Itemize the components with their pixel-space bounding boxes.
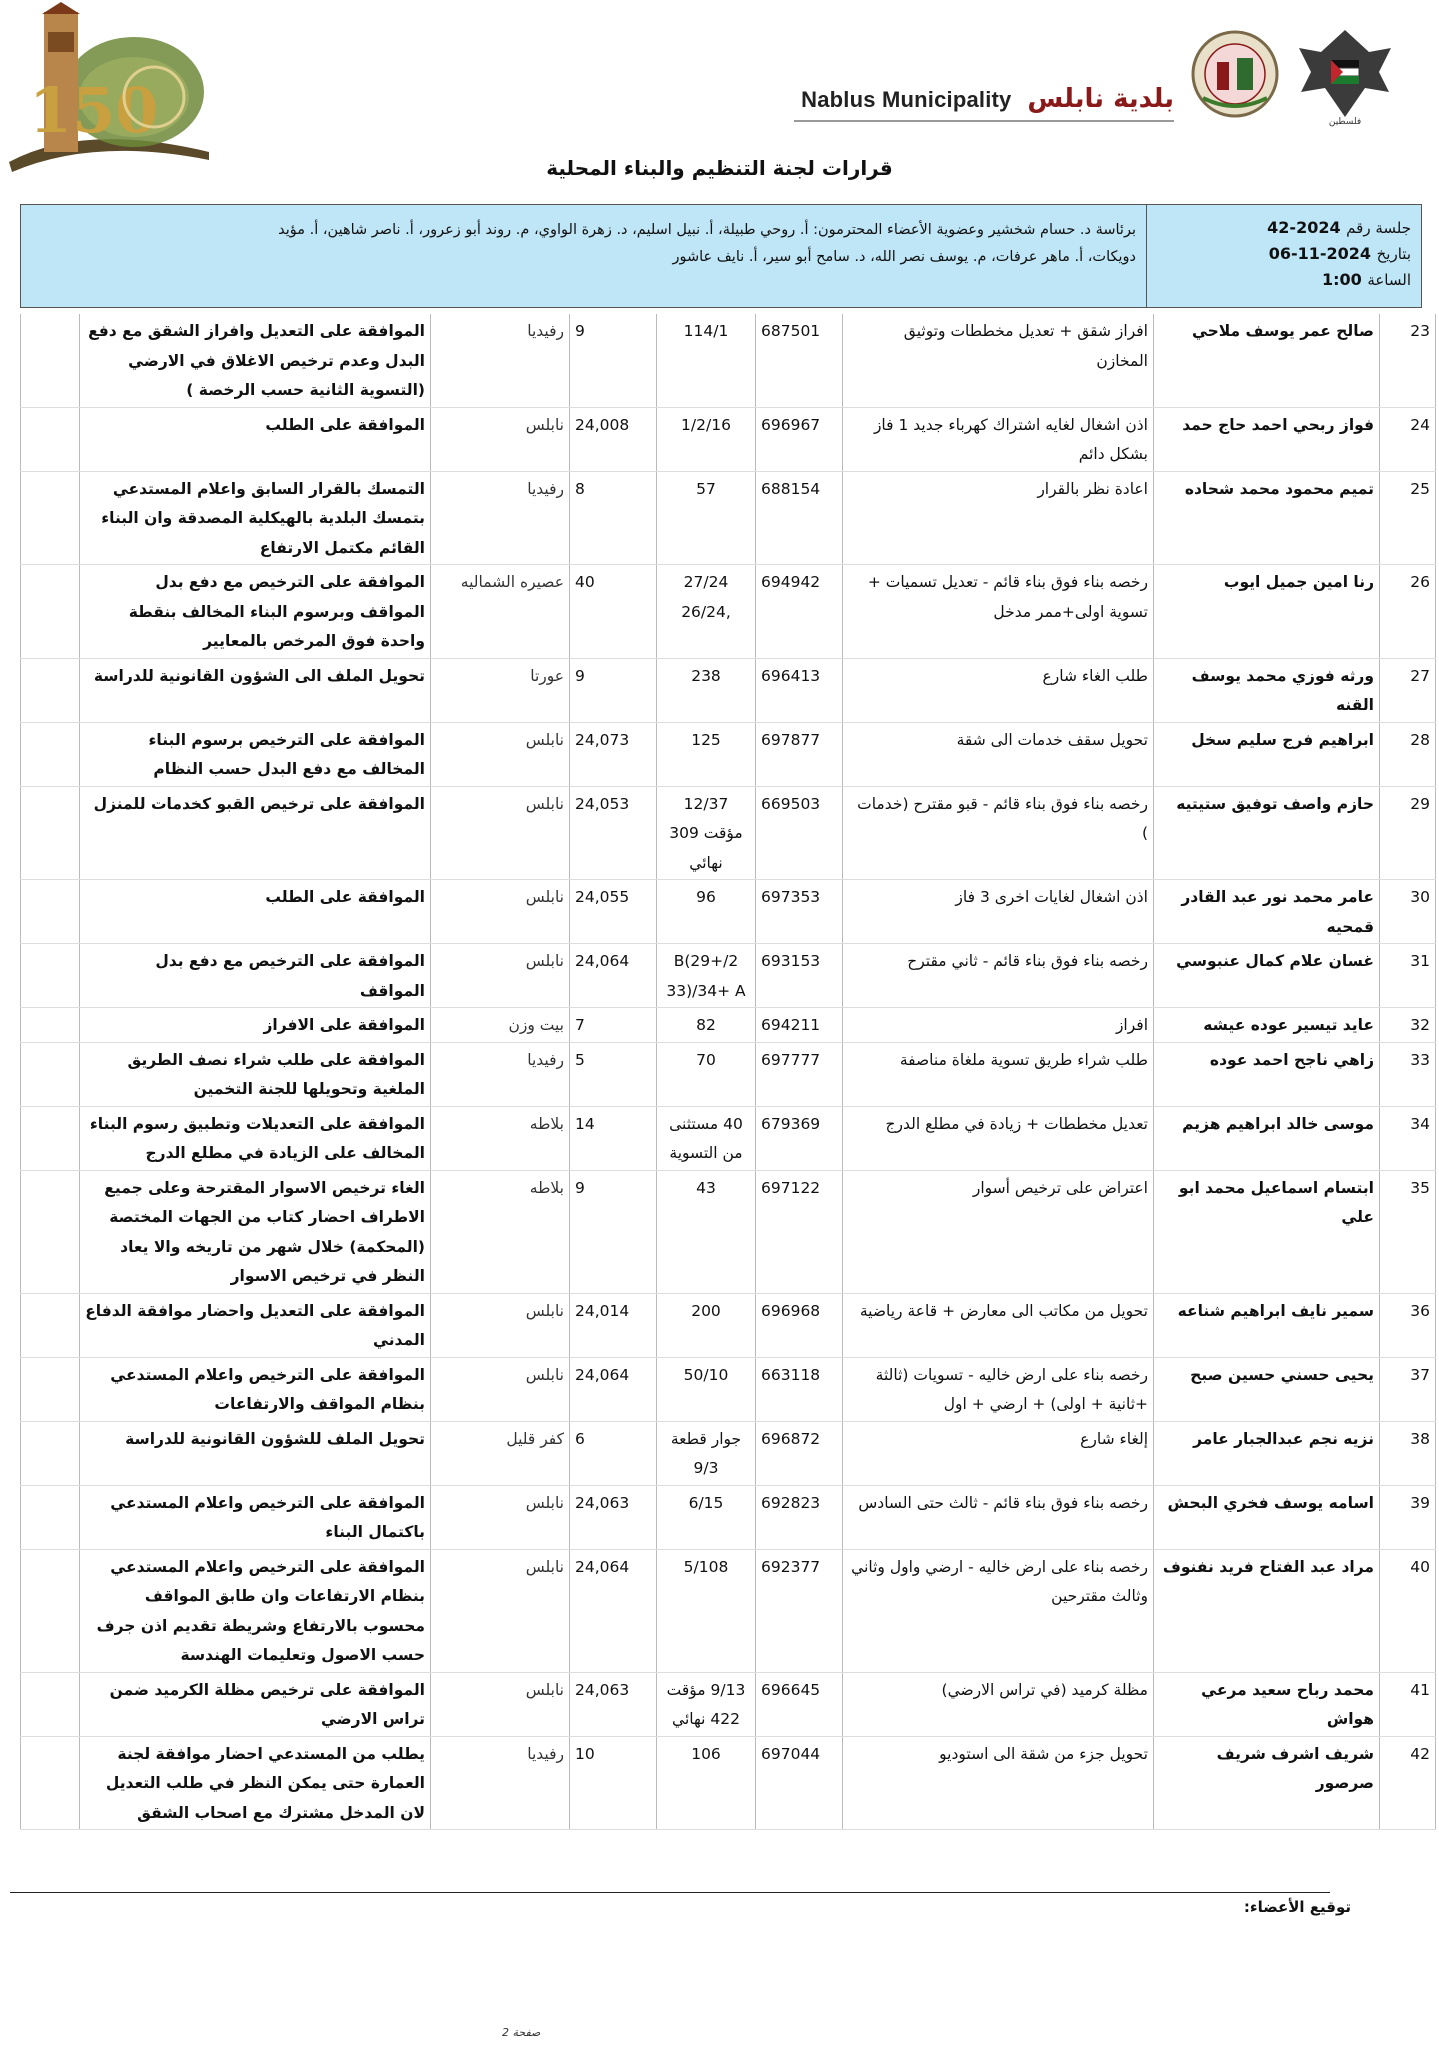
request-number: 697777 xyxy=(756,1042,843,1106)
basin-number: 24,055 xyxy=(570,880,657,944)
area-name: بيت وزن xyxy=(431,1008,570,1043)
brand-name xyxy=(801,84,1174,114)
request-subject: رخصه بناء فوق بناء قائم - ثاني مقترح xyxy=(843,944,1154,1008)
request-subject: مظلة كرميد (في تراس الارضي) xyxy=(843,1672,1154,1736)
request-number: 696967 xyxy=(756,407,843,471)
notes-cell xyxy=(21,1736,80,1830)
area-name: بلاطه xyxy=(431,1106,570,1170)
notes-cell xyxy=(21,722,80,786)
applicant-name: تميم محمود محمد شحاده xyxy=(1154,471,1380,565)
notes-cell xyxy=(21,1293,80,1357)
applicant-name: يحيى حسني حسين صبح xyxy=(1154,1357,1380,1421)
table-row xyxy=(21,1485,1436,1549)
request-subject: رخصه بناء على ارض خاليه - ارضي واول وثاني وثالث مقترحين xyxy=(843,1549,1154,1672)
basin-number: 24,063 xyxy=(570,1672,657,1736)
request-number: 692823 xyxy=(756,1485,843,1549)
request-number: 696872 xyxy=(756,1421,843,1485)
applicant-name: سمير نايف ابراهيم شناعه xyxy=(1154,1293,1380,1357)
session-date-label: بتاريخ xyxy=(1376,245,1411,263)
request-number: 663118 xyxy=(756,1357,843,1421)
row-number: 31 xyxy=(1380,944,1436,1008)
session-details xyxy=(1146,205,1421,307)
request-subject: رخصه بناء فوق بناء قائم - ثالث حتى السادس xyxy=(843,1485,1154,1549)
table-row xyxy=(21,658,1436,722)
row-number: 41 xyxy=(1380,1672,1436,1736)
applicant-name: زاهي ناجح احمد عوده xyxy=(1154,1042,1380,1106)
row-number: 34 xyxy=(1380,1106,1436,1170)
notes-cell xyxy=(21,471,80,565)
request-subject: اذن اشغال لغايه اشتراك كهرباء جديد 1 فاز بشكل دائم xyxy=(843,407,1154,471)
applicant-name: شريف اشرف شريف صرصور xyxy=(1154,1736,1380,1830)
table-row xyxy=(21,1357,1436,1421)
request-number: 694211 xyxy=(756,1008,843,1043)
notes-cell xyxy=(21,1421,80,1485)
parcel-number: 50/10 xyxy=(657,1357,756,1421)
parcel-number: 200 xyxy=(657,1293,756,1357)
request-subject: رخصه بناء على ارض خاليه - تسويات (ثالثة +ثانية + اولى) + ارضي + اول xyxy=(843,1357,1154,1421)
row-number: 36 xyxy=(1380,1293,1436,1357)
committee-decision: تحويل الملف الى الشؤون القانونية للدراسة xyxy=(80,658,431,722)
nablus-150-anniversary-logo xyxy=(4,2,214,177)
committee-decision: الموافقة على الترخيص مع دفع بدل المواقف xyxy=(80,944,431,1008)
parcel-number: 70 xyxy=(657,1042,756,1106)
applicant-name: غسان علام كمال عنبوسي xyxy=(1154,944,1380,1008)
committee-members xyxy=(36,217,1136,271)
parcel-number: 5/108 xyxy=(657,1549,756,1672)
row-number: 35 xyxy=(1380,1170,1436,1293)
parcel-number: 238 xyxy=(657,658,756,722)
members-line-2: دويكات، أ. ماهر عرفات، م. يوسف نصر الله، د. سامح أبو سير، أ. نايف عاشور xyxy=(672,249,1136,265)
row-number: 33 xyxy=(1380,1042,1436,1106)
committee-decision: الموافقة على الطلب xyxy=(80,407,431,471)
basin-number: 9 xyxy=(570,1170,657,1293)
brand-name-ar: بلدية نابلس xyxy=(1027,84,1174,114)
nablus-seal-icon xyxy=(1189,28,1281,123)
notes-cell xyxy=(21,1549,80,1672)
area-name: رفيديا xyxy=(431,471,570,565)
session-number-line xyxy=(1147,215,1411,241)
parcel-number: 9/13 مؤقت 422 نهائي xyxy=(657,1672,756,1736)
committee-decision: الموافقة على الترخيص مع دفع بدل المواقف وبرسوم البناء المخالف بنقطة واحدة فوق المرخص بالمعايير xyxy=(80,565,431,659)
row-number: 27 xyxy=(1380,658,1436,722)
request-number: 697877 xyxy=(756,722,843,786)
request-subject: اعتراض على ترخيص أسوار xyxy=(843,1170,1154,1293)
palestine-emblem-icon xyxy=(1291,22,1399,127)
notes-cell xyxy=(21,1170,80,1293)
basin-number: 8 xyxy=(570,471,657,565)
committee-decision: الموافقة على الترخيص واعلام المستدعي بنظام الارتفاعات وان طابق المواقف محسوب بالارتفاع وشريطة تقديم اذن جرف حسب الاصول وتعليمات الهندسة xyxy=(80,1549,431,1672)
session-number: 2024-42 xyxy=(1267,218,1341,237)
notes-cell xyxy=(21,658,80,722)
row-number: 24 xyxy=(1380,407,1436,471)
area-name: نابلس xyxy=(431,786,570,880)
basin-number: 24,064 xyxy=(570,1357,657,1421)
row-number: 42 xyxy=(1380,1736,1436,1830)
committee-decision: يطلب من المستدعي احضار موافقة لجنة العمارة حتى يمكن النظر في طلب التعديل لان المدخل مشترك مع اصحاب الشقق xyxy=(80,1736,431,1830)
parcel-number: 1/2/16 xyxy=(657,407,756,471)
request-subject: تحويل سقف خدمات الى شقة xyxy=(843,722,1154,786)
row-number: 25 xyxy=(1380,471,1436,565)
committee-decision: الموافقة على الترخيص واعلام المستدعي بنظام المواقف والارتفاعات xyxy=(80,1357,431,1421)
parcel-number: 57 xyxy=(657,471,756,565)
area-name: نابلس xyxy=(431,1672,570,1736)
request-subject: اعادة نظر بالقرار xyxy=(843,471,1154,565)
request-subject: تعديل مخططات + زيادة في مطلع الدرج xyxy=(843,1106,1154,1170)
area-name: بلاطه xyxy=(431,1170,570,1293)
page-number: صفحة 2 xyxy=(502,2026,541,2039)
committee-decision: الموافقة على الطلب xyxy=(80,880,431,944)
basin-number: 24,053 xyxy=(570,786,657,880)
parcel-number: 82 xyxy=(657,1008,756,1043)
basin-number: 10 xyxy=(570,1736,657,1830)
area-name: نابلس xyxy=(431,1293,570,1357)
committee-decision: الموافقة على التعديل واحضار موافقة الدفاع المدني xyxy=(80,1293,431,1357)
basin-number: 24,008 xyxy=(570,407,657,471)
committee-decision: الموافقة على ترخيص القبو كخدمات للمنزل xyxy=(80,786,431,880)
parcel-number: 12/37 مؤقت 309 نهائي xyxy=(657,786,756,880)
applicant-name: ابراهيم فرج سليم سخل xyxy=(1154,722,1380,786)
basin-number: 24,014 xyxy=(570,1293,657,1357)
parcel-number: 27/24 ,26/24 xyxy=(657,565,756,659)
parcel-number: 96 xyxy=(657,880,756,944)
parcel-number: 114/1 xyxy=(657,314,756,407)
members-signature-label: توقيع الأعضاء: xyxy=(1243,1898,1351,1916)
area-name: رفيديا xyxy=(431,1042,570,1106)
area-name: عصيره الشماليه xyxy=(431,565,570,659)
applicant-name: ابتسام اسماعيل محمد ابو علي xyxy=(1154,1170,1380,1293)
notes-cell xyxy=(21,1106,80,1170)
basin-number: 6 xyxy=(570,1421,657,1485)
committee-decision: الموافقة على التعديل وافراز الشقق مع دفع البدل وعدم ترخيص الاغلاق في الارضي (التسوية الثانية حسب الرخصة ) xyxy=(80,314,431,407)
table-row xyxy=(21,407,1436,471)
applicant-name: رنا امين جميل ايوب xyxy=(1154,565,1380,659)
table-row xyxy=(21,1170,1436,1293)
request-subject: افراز xyxy=(843,1008,1154,1043)
notes-cell xyxy=(21,1008,80,1043)
area-name: نابلس xyxy=(431,1357,570,1421)
parcel-number: جوار قطعة 9/3 xyxy=(657,1421,756,1485)
applicant-name: ورثه فوزي محمد يوسف القنه xyxy=(1154,658,1380,722)
applicant-name: صالح عمر يوسف ملاحي xyxy=(1154,314,1380,407)
applicant-name: عامر محمد نور عبد القادر قمحيه xyxy=(1154,880,1380,944)
members-line-1: برئاسة د. حسام شخشير وعضوية الأعضاء المحترمون: أ. روحي طبيلة، أ. نبيل اسليم، د. زهرة الواوي، م. روند أبو زعرور، أ. ناصر شاهين، أ. مؤيد xyxy=(278,222,1136,238)
parcel-number: 6/15 xyxy=(657,1485,756,1549)
row-number: 23 xyxy=(1380,314,1436,407)
session-date: 2024-11-06 xyxy=(1268,244,1372,263)
basin-number: 24,064 xyxy=(570,1549,657,1672)
table-row xyxy=(21,1008,1436,1043)
applicant-name: مراد عبد الفتاح فريد نفنوف xyxy=(1154,1549,1380,1672)
request-number: 696968 xyxy=(756,1293,843,1357)
row-number: 30 xyxy=(1380,880,1436,944)
basin-number: 5 xyxy=(570,1042,657,1106)
notes-cell xyxy=(21,314,80,407)
session-time-label: الساعة xyxy=(1367,271,1411,289)
decisions-table xyxy=(20,314,1436,1830)
request-number: 669503 xyxy=(756,786,843,880)
area-name: نابلس xyxy=(431,1485,570,1549)
request-number: 679369 xyxy=(756,1106,843,1170)
table-row xyxy=(21,944,1436,1008)
svg-text:150: 150 xyxy=(29,74,159,147)
applicant-name: عايد تيسير عوده عيشه xyxy=(1154,1008,1380,1043)
row-number: 40 xyxy=(1380,1549,1436,1672)
applicant-name: نزيه نجم عبدالجبار عامر xyxy=(1154,1421,1380,1485)
notes-cell xyxy=(21,880,80,944)
brand-underline xyxy=(794,120,1174,122)
applicant-name: موسى خالد ابراهيم هزيم xyxy=(1154,1106,1380,1170)
notes-cell xyxy=(21,1485,80,1549)
applicant-name: محمد رباح سعيد مرعي هواش xyxy=(1154,1672,1380,1736)
committee-decision: الموافقة على الترخيص برسوم البناء المخالف مع دفع البدل حسب النظام xyxy=(80,722,431,786)
committee-decision: التمسك بالقرار السابق واعلام المستدعي بتمسك البلدية بالهيكلية المصدقة وان البناء القائم مكتمل الارتفاع xyxy=(80,471,431,565)
table-row xyxy=(21,1106,1436,1170)
basin-number: 24,063 xyxy=(570,1485,657,1549)
notes-cell xyxy=(21,565,80,659)
request-subject: تحويل جزء من شقة الى استوديو xyxy=(843,1736,1154,1830)
committee-decision: الموافقة على طلب شراء نصف الطريق الملغية وتحويلها للجنة التخمين xyxy=(80,1042,431,1106)
request-number: 693153 xyxy=(756,944,843,1008)
session-date-line xyxy=(1147,241,1411,267)
parcel-number: B(29+/2 33)/34+ A xyxy=(657,944,756,1008)
basin-number: 24,073 xyxy=(570,722,657,786)
table-row xyxy=(21,565,1436,659)
notes-cell xyxy=(21,786,80,880)
area-name: نابلس xyxy=(431,722,570,786)
decisions-table-body xyxy=(21,314,1436,1830)
row-number: 32 xyxy=(1380,1008,1436,1043)
request-subject: تحويل من مكاتب الى معارض + قاعة رياضية xyxy=(843,1293,1154,1357)
session-info-box xyxy=(20,204,1422,308)
page-header xyxy=(0,0,1439,200)
basin-number: 40 xyxy=(570,565,657,659)
parcel-number: 40 مستثنى من التسوية xyxy=(657,1106,756,1170)
committee-decision: الموافقة على التعديلات وتطبيق رسوم البناء المخالف على الزيادة في مطلع الدرج xyxy=(80,1106,431,1170)
svg-text:فلسطين: فلسطين xyxy=(1328,117,1362,127)
basin-number: 9 xyxy=(570,314,657,407)
request-subject: رخصه بناء فوق بناء قائم - تعديل تسميات + تسوية اولى+ممر مدخل xyxy=(843,565,1154,659)
request-number: 694942 xyxy=(756,565,843,659)
area-name: كفر قليل xyxy=(431,1421,570,1485)
area-name: رفيديا xyxy=(431,314,570,407)
table-row xyxy=(21,314,1436,407)
request-subject: اذن اشغال لغايات اخرى 3 فاز xyxy=(843,880,1154,944)
table-row xyxy=(21,1421,1436,1485)
row-number: 28 xyxy=(1380,722,1436,786)
parcel-number: 125 xyxy=(657,722,756,786)
footer-divider xyxy=(10,1892,1330,1893)
request-subject: افراز شقق + تعديل مخططات وتوثيق المخازن xyxy=(843,314,1154,407)
row-number: 37 xyxy=(1380,1357,1436,1421)
request-subject: طلب شراء طريق تسوية ملغاة مناصفة xyxy=(843,1042,1154,1106)
applicant-name: حازم واصف توفيق ستيتيه xyxy=(1154,786,1380,880)
table-row xyxy=(21,1672,1436,1736)
request-subject: إلغاء شارع xyxy=(843,1421,1154,1485)
table-row xyxy=(21,471,1436,565)
request-number: 696413 xyxy=(756,658,843,722)
committee-decision: الموافقة على الافراز xyxy=(80,1008,431,1043)
table-row xyxy=(21,1549,1436,1672)
applicant-name: اسامه يوسف فخري البحش xyxy=(1154,1485,1380,1549)
table-row xyxy=(21,1736,1436,1830)
row-number: 38 xyxy=(1380,1421,1436,1485)
applicant-name: فواز ربحي احمد حاج حمد xyxy=(1154,407,1380,471)
area-name: نابلس xyxy=(431,1549,570,1672)
request-number: 688154 xyxy=(756,471,843,565)
brand-name-en: Nablus Municipality xyxy=(801,87,1012,112)
basin-number: 9 xyxy=(570,658,657,722)
request-number: 697353 xyxy=(756,880,843,944)
table-row xyxy=(21,1293,1436,1357)
basin-number: 7 xyxy=(570,1008,657,1043)
session-number-label: جلسة رقم xyxy=(1346,219,1411,237)
row-number: 39 xyxy=(1380,1485,1436,1549)
municipality-branding xyxy=(769,22,1399,132)
request-subject: رخصه بناء فوق بناء قائم - قبو مقترح (خدمات ) xyxy=(843,786,1154,880)
request-number: 697122 xyxy=(756,1170,843,1293)
notes-cell xyxy=(21,944,80,1008)
area-name: نابلس xyxy=(431,944,570,1008)
notes-cell xyxy=(21,407,80,471)
row-number: 26 xyxy=(1380,565,1436,659)
notes-cell xyxy=(21,1357,80,1421)
area-name: رفيديا xyxy=(431,1736,570,1830)
document-title: قرارات لجنة التنظيم والبناء المحلية xyxy=(546,156,893,180)
row-number: 29 xyxy=(1380,786,1436,880)
area-name: عورتا xyxy=(431,658,570,722)
notes-cell xyxy=(21,1042,80,1106)
request-subject: طلب الغاء شارع xyxy=(843,658,1154,722)
request-number: 687501 xyxy=(756,314,843,407)
request-number: 697044 xyxy=(756,1736,843,1830)
committee-decision: الموافقة على ترخيص مظلة الكرميد ضمن تراس الارضي xyxy=(80,1672,431,1736)
committee-decision: الغاء ترخيص الاسوار المقترحة وعلى جميع الاطراف احضار كتاب من الجهات المختصة (المحكمة) خلال شهر من تاريخه والا يعاد النظر في ترخيص الاسوار xyxy=(80,1170,431,1293)
session-time-line xyxy=(1147,267,1411,293)
area-name: نابلس xyxy=(431,880,570,944)
request-number: 692377 xyxy=(756,1549,843,1672)
request-number: 696645 xyxy=(756,1672,843,1736)
table-row xyxy=(21,880,1436,944)
basin-number: 24,064 xyxy=(570,944,657,1008)
table-row xyxy=(21,786,1436,880)
table-row xyxy=(21,722,1436,786)
parcel-number: 43 xyxy=(657,1170,756,1293)
committee-decision: الموافقة على الترخيص واعلام المستدعي باكتمال البناء xyxy=(80,1485,431,1549)
table-row xyxy=(21,1042,1436,1106)
area-name: نابلس xyxy=(431,407,570,471)
session-time: 1:00 xyxy=(1321,270,1362,289)
notes-cell xyxy=(21,1672,80,1736)
committee-decision: تحويل الملف للشؤون القانونية للدراسة xyxy=(80,1421,431,1485)
parcel-number: 106 xyxy=(657,1736,756,1830)
basin-number: 14 xyxy=(570,1106,657,1170)
